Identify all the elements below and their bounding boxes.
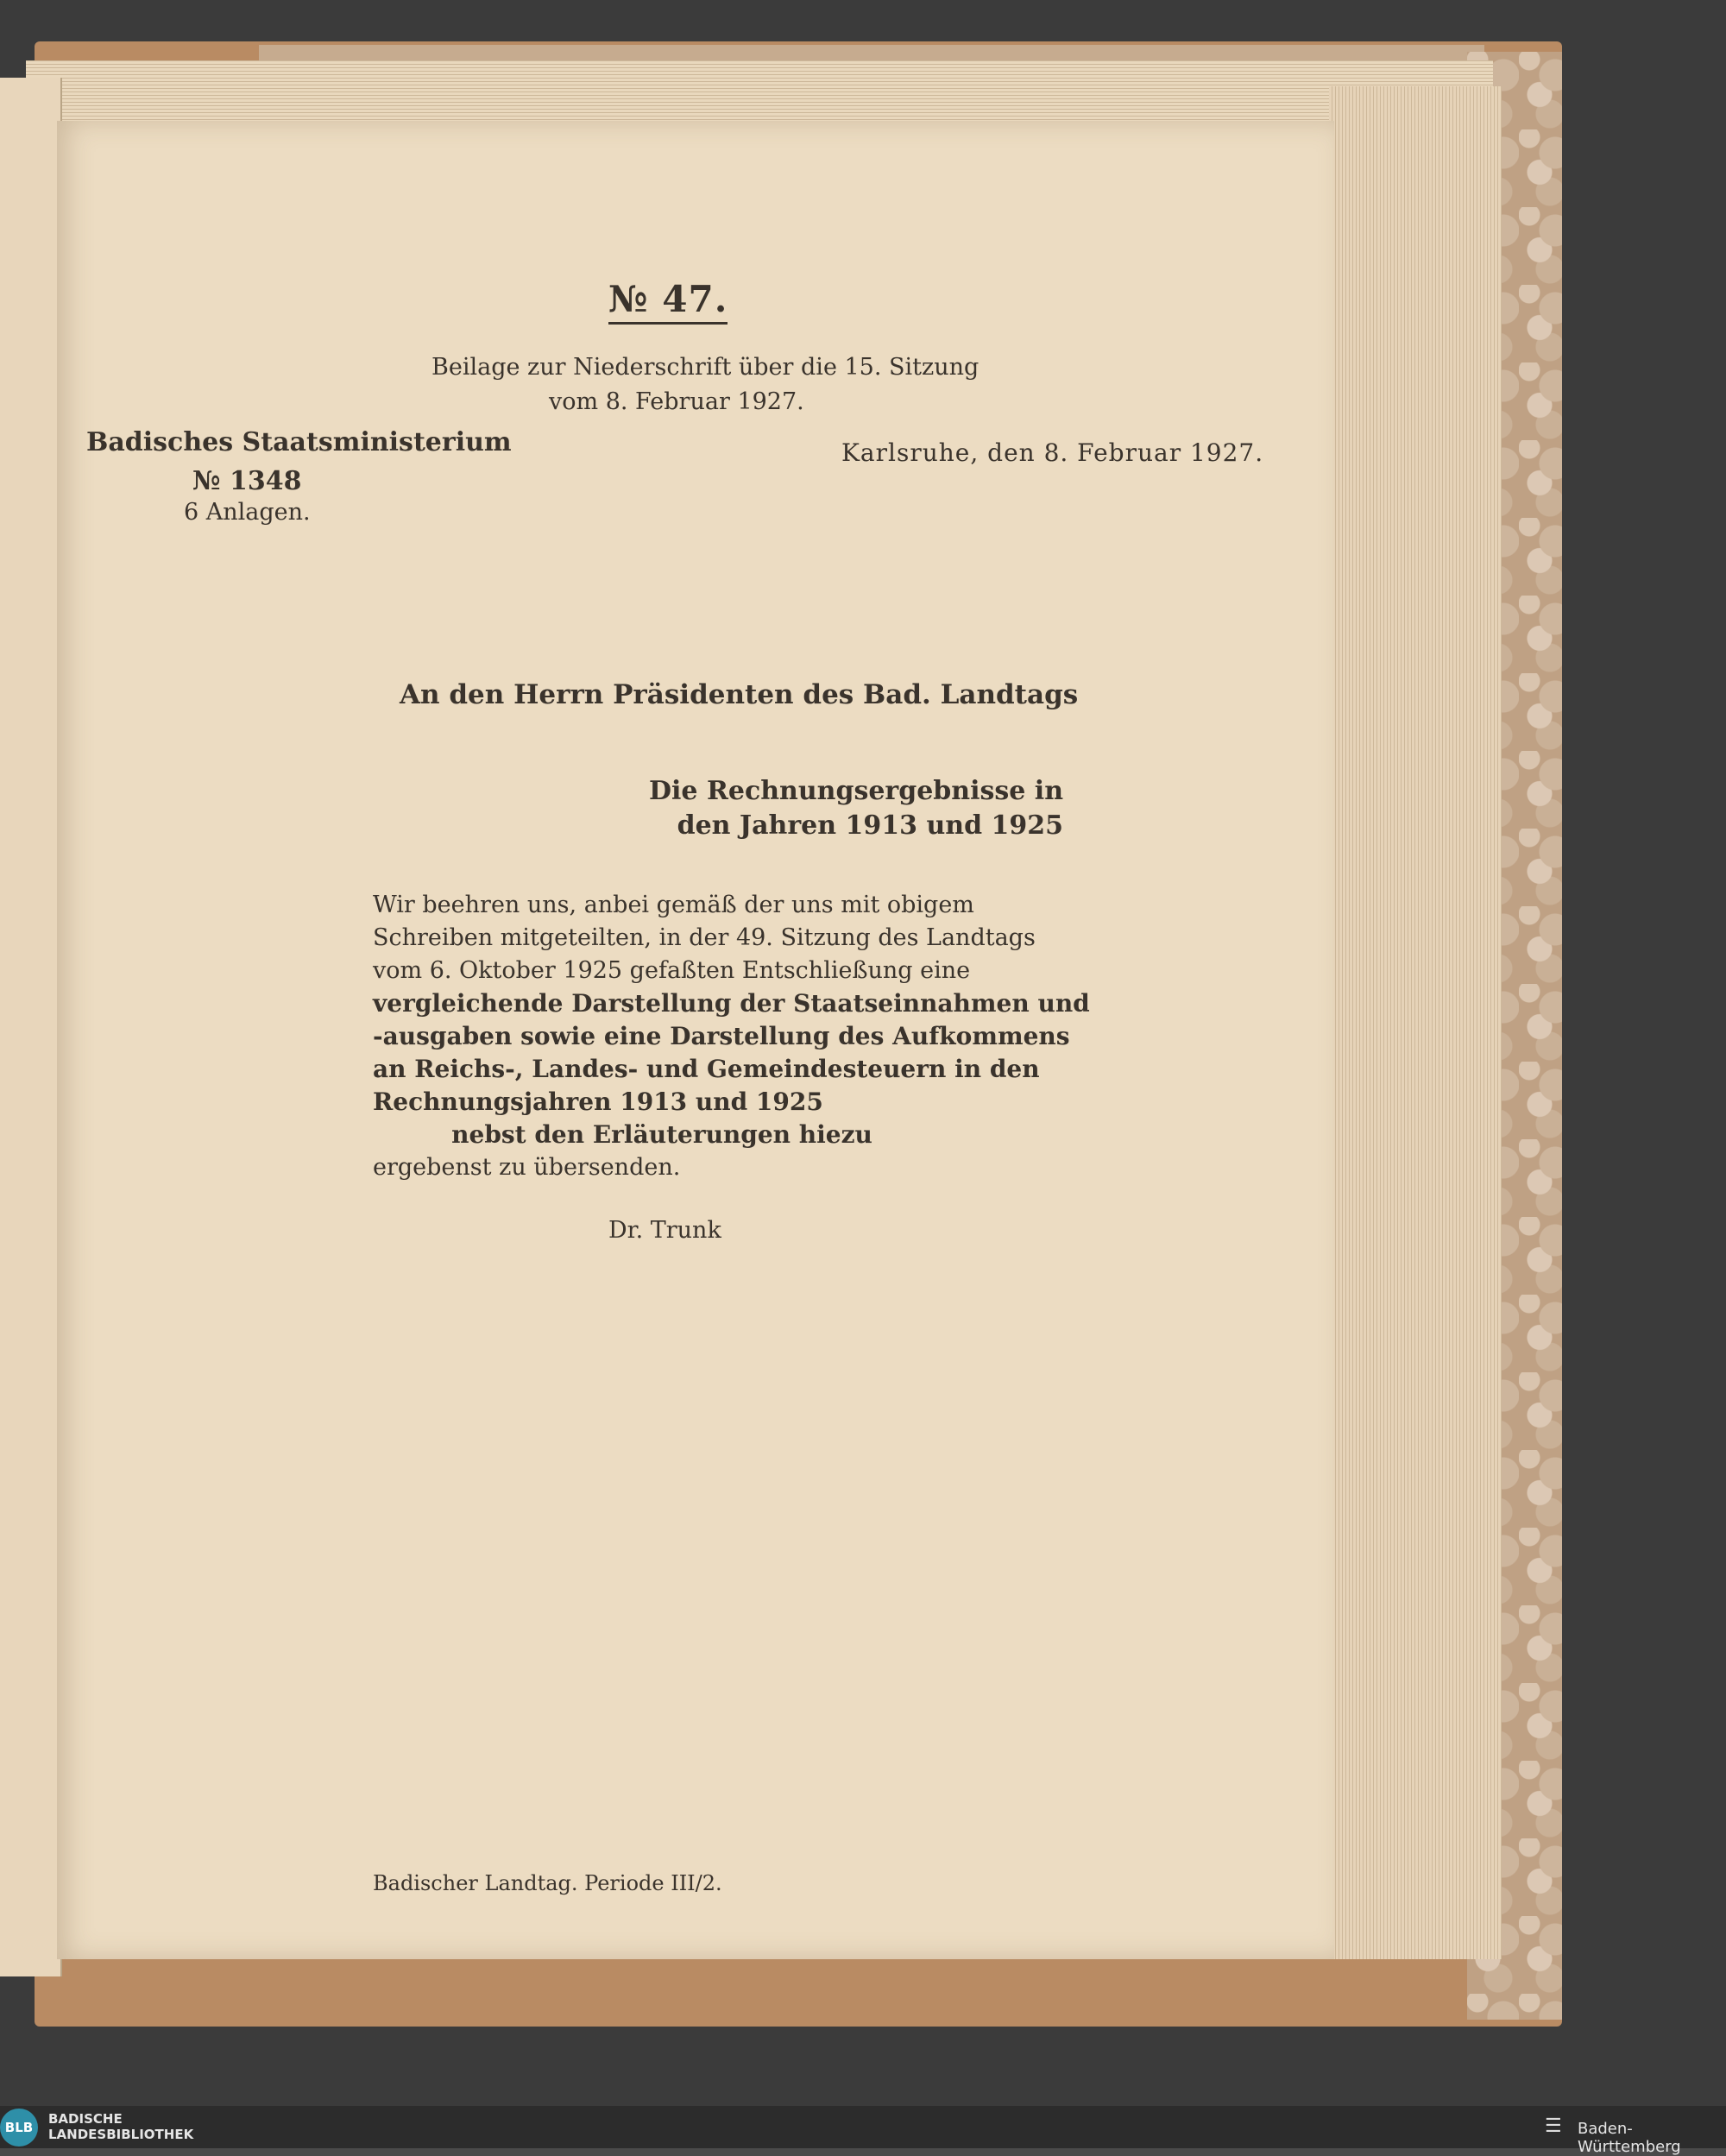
supplement-line-1: Beilage zur Niederschrift über die 15. Sitzung [432,354,980,381]
body-line-bold: vergleichende Darstellung der Staatseinnahmen und [373,989,1090,1018]
viewer-footer-bar [0,2106,1726,2148]
annex-count: 6 Anlagen. [184,499,311,526]
library-logo[interactable]: BLB [0,2109,38,2147]
body-line: vom 6. Oktober 1925 gefaßten Entschließung eine [373,957,971,984]
addressee: An den Herrn Präsidenten des Bad. Landtags [400,679,1079,710]
supplement-line-2: vom 8. Februar 1927. [549,388,804,415]
left-page-edge [0,78,62,1976]
document-number-heading: № 47. [608,278,728,325]
page-footer: Badischer Landtag. Periode III/2. [373,1871,722,1895]
letter-body [373,889,1090,1184]
ministry-number: № 1348 [192,466,302,496]
library-name-line-1: BADISCHE [48,2111,123,2127]
library-name-line-2: LANDESBIBLIOTHEK [48,2127,194,2142]
place-date: Karlsruhe, den 8. Februar 1927. [841,438,1264,467]
signature: Dr. Trunk [608,1217,721,1244]
subject [649,774,1063,843]
subject-line-2: den Jahren 1913 und 1925 [677,810,1063,841]
coat-of-arms-icon: ☰ [1545,2115,1562,2137]
body-line-bold: Rechnungsjahren 1913 und 1925 [373,1087,823,1116]
body-line-bold: -ausgaben sowie eine Darstellung des Aufkommens [373,1022,1070,1050]
body-line-bold: an Reichs-, Landes- und Gemeindesteuern in den [373,1055,1040,1083]
state-name[interactable]: Baden-Württemberg [1578,2120,1681,2156]
page-stack-top [26,60,1493,129]
subject-line-1: Die Rechnungsergebnisse in [649,776,1063,806]
body-line-bold: nebst den Erläuterungen hiezu [451,1120,872,1149]
body-line: ergebenst zu übersenden. [373,1154,681,1181]
ministry-name: Badisches Staatsministerium [86,427,512,457]
page-stack-edge [1329,86,1502,1959]
body-line: Wir beehren uns, anbei gemäß der uns mit obigem [373,892,974,918]
body-line: Schreiben mitgeteilten, in der 49. Sitzung des Landtags [373,924,1036,951]
library-name[interactable] [48,2111,193,2142]
